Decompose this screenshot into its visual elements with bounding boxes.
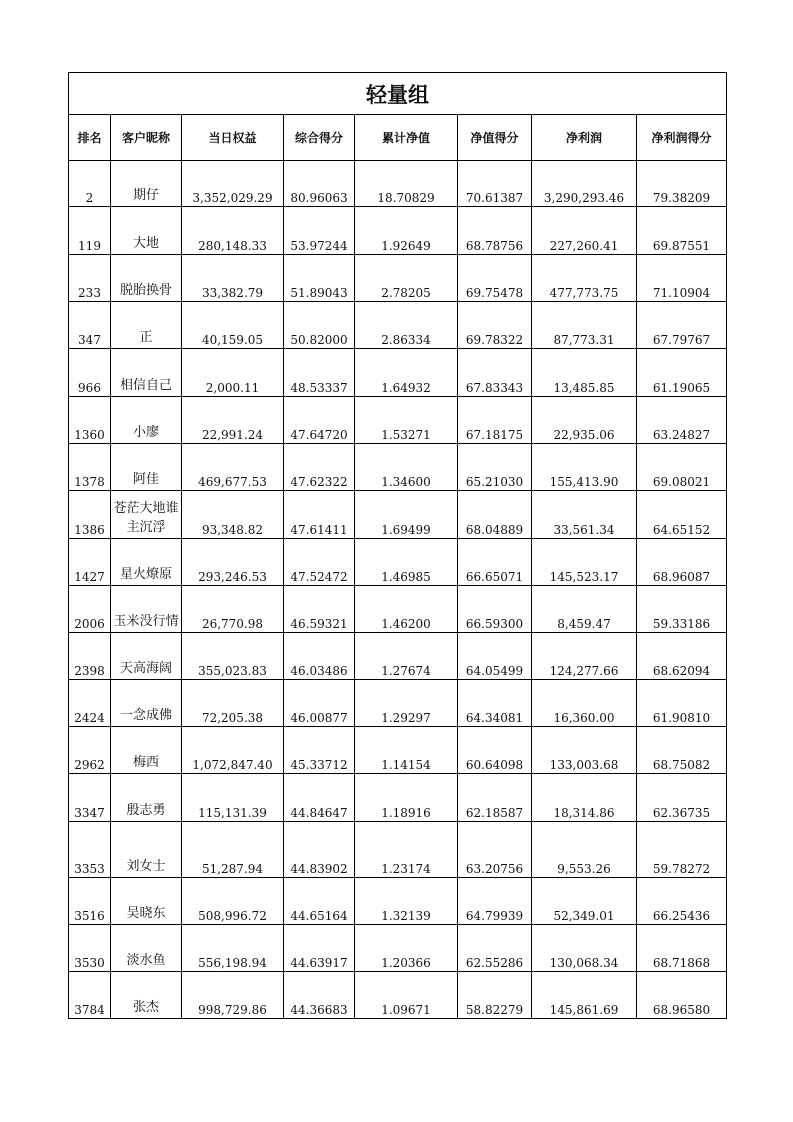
net-profit-score-cell: 61.90810: [637, 680, 727, 727]
nav-score-cell: 67.83343: [458, 349, 532, 397]
nav-cell: 1.09671: [355, 972, 458, 1019]
nav-cell: 1.53271: [355, 397, 458, 444]
nav-cell: 1.27674: [355, 633, 458, 680]
equity-cell: 998,729.86: [182, 972, 284, 1019]
nickname-cell: 梅西: [111, 727, 182, 774]
nav-header: 累计净值: [355, 115, 458, 161]
table-row: [69, 925, 727, 972]
equity-cell: 508,996.72: [182, 878, 284, 925]
equity-cell: 26,770.98: [182, 586, 284, 633]
nickname-cell: 大地: [111, 207, 182, 255]
table-row: [69, 255, 727, 302]
nav-score-cell: 69.75478: [458, 255, 532, 302]
net-profit-score-cell: 69.08021: [637, 444, 727, 491]
rank-cell: 1427: [69, 539, 111, 586]
table-row: [69, 633, 727, 680]
rank-cell: 2398: [69, 633, 111, 680]
total-score-cell: 44.84647: [284, 774, 355, 822]
equity-cell: 51,287.94: [182, 822, 284, 878]
net-profit-cell: 52,349.01: [532, 878, 637, 925]
equity-cell: 22,991.24: [182, 397, 284, 444]
total-score-cell: 47.62322: [284, 444, 355, 491]
total-score-cell: 46.03486: [284, 633, 355, 680]
nav-cell: 2.86334: [355, 302, 458, 349]
table-row: [69, 207, 727, 255]
net-profit-score-cell: 69.87551: [637, 207, 727, 255]
equity-cell: 293,246.53: [182, 539, 284, 586]
nav-cell: 1.46985: [355, 539, 458, 586]
net-profit-cell: 8,459.47: [532, 586, 637, 633]
nav-score-cell: 67.18175: [458, 397, 532, 444]
nav-cell: 2.78205: [355, 255, 458, 302]
table-row: [69, 444, 727, 491]
rank-header: 排名: [69, 115, 111, 161]
net-profit-cell: 87,773.31: [532, 302, 637, 349]
nickname-cell: 脱胎换骨: [111, 255, 182, 302]
rank-cell: 1386: [69, 491, 111, 539]
nav-cell: 1.29297: [355, 680, 458, 727]
nickname-cell: 殷志勇: [111, 774, 182, 822]
table-row: [69, 972, 727, 1019]
total-score-cell: 51.89043: [284, 255, 355, 302]
equity-cell: 280,148.33: [182, 207, 284, 255]
nav-score-cell: 70.61387: [458, 161, 532, 207]
rank-cell: 3516: [69, 878, 111, 925]
total-score-cell: 50.82000: [284, 302, 355, 349]
nav-cell: 1.14154: [355, 727, 458, 774]
nav-score-cell: 58.82279: [458, 972, 532, 1019]
net-profit-score-cell: 68.96580: [637, 972, 727, 1019]
rank-cell: 347: [69, 302, 111, 349]
nav-cell: 1.20366: [355, 925, 458, 972]
table-body: [69, 161, 727, 1019]
rank-cell: 1378: [69, 444, 111, 491]
net-profit-cell: 18,314.86: [532, 774, 637, 822]
nav-score-cell: 65.21030: [458, 444, 532, 491]
net-profit-score-cell: 64.65152: [637, 491, 727, 539]
table-row: [69, 822, 727, 878]
table-row: [69, 774, 727, 822]
total-score-cell: 44.83902: [284, 822, 355, 878]
nav-score-header: 净值得分: [458, 115, 532, 161]
nickname-cell: 苍茫大地谁主沉浮: [111, 491, 182, 539]
net-profit-cell: 22,935.06: [532, 397, 637, 444]
rank-cell: 2006: [69, 586, 111, 633]
nav-score-cell: 62.55286: [458, 925, 532, 972]
rank-cell: 3353: [69, 822, 111, 878]
total-score-cell: 47.52472: [284, 539, 355, 586]
table-row: [69, 349, 727, 397]
nav-cell: 1.18916: [355, 774, 458, 822]
total-score-cell: 44.63917: [284, 925, 355, 972]
total-score-header: 综合得分: [284, 115, 355, 161]
equity-cell: 355,023.83: [182, 633, 284, 680]
net-profit-score-cell: 63.24827: [637, 397, 727, 444]
rank-cell: 119: [69, 207, 111, 255]
net-profit-cell: 33,561.34: [532, 491, 637, 539]
total-score-cell: 44.65164: [284, 878, 355, 925]
equity-cell: 1,072,847.40: [182, 727, 284, 774]
rank-cell: 3784: [69, 972, 111, 1019]
rank-cell: 2424: [69, 680, 111, 727]
net-profit-cell: 477,773.75: [532, 255, 637, 302]
nickname-cell: 期仔: [111, 161, 182, 207]
nickname-header: 客户昵称: [111, 115, 182, 161]
equity-header: 当日权益: [182, 115, 284, 161]
nav-cell: 1.23174: [355, 822, 458, 878]
nickname-cell: 玉米没行情: [111, 586, 182, 633]
nav-score-cell: 62.18587: [458, 774, 532, 822]
nav-score-cell: 68.04889: [458, 491, 532, 539]
table-row: [69, 397, 727, 444]
net-profit-score-cell: 68.96087: [637, 539, 727, 586]
nav-cell: 1.64932: [355, 349, 458, 397]
net-profit-cell: 145,861.69: [532, 972, 637, 1019]
equity-cell: 556,198.94: [182, 925, 284, 972]
nav-score-cell: 66.59300: [458, 586, 532, 633]
nav-score-cell: 66.65071: [458, 539, 532, 586]
nickname-cell: 淡水鱼: [111, 925, 182, 972]
nickname-cell: 吴晓东: [111, 878, 182, 925]
net-profit-score-cell: 59.78272: [637, 822, 727, 878]
nickname-cell: 相信自己: [111, 349, 182, 397]
net-profit-score-cell: 68.62094: [637, 633, 727, 680]
equity-cell: 72,205.38: [182, 680, 284, 727]
net-profit-score-header: 净利润得分: [637, 115, 727, 161]
net-profit-score-cell: 62.36735: [637, 774, 727, 822]
nickname-cell: 正: [111, 302, 182, 349]
net-profit-score-cell: 68.71868: [637, 925, 727, 972]
nickname-cell: 张杰: [111, 972, 182, 1019]
equity-cell: 2,000.11: [182, 349, 284, 397]
net-profit-cell: 133,003.68: [532, 727, 637, 774]
net-profit-score-cell: 59.33186: [637, 586, 727, 633]
net-profit-score-cell: 68.75082: [637, 727, 727, 774]
table-row: [69, 727, 727, 774]
nav-score-cell: 69.78322: [458, 302, 532, 349]
total-score-cell: 48.53337: [284, 349, 355, 397]
net-profit-cell: 227,260.41: [532, 207, 637, 255]
total-score-cell: 46.59321: [284, 586, 355, 633]
total-score-cell: 47.61411: [284, 491, 355, 539]
net-profit-cell: 145,523.17: [532, 539, 637, 586]
table-row: [69, 586, 727, 633]
nav-score-cell: 60.64098: [458, 727, 532, 774]
net-profit-cell: 13,485.85: [532, 349, 637, 397]
net-profit-cell: 130,068.34: [532, 925, 637, 972]
rank-cell: 966: [69, 349, 111, 397]
net-profit-header: 净利润: [532, 115, 637, 161]
nickname-cell: 阿佳: [111, 444, 182, 491]
nickname-cell: 小廖: [111, 397, 182, 444]
total-score-cell: 80.96063: [284, 161, 355, 207]
total-score-cell: 44.36683: [284, 972, 355, 1019]
total-score-cell: 53.97244: [284, 207, 355, 255]
total-score-cell: 46.00877: [284, 680, 355, 727]
equity-cell: 115,131.39: [182, 774, 284, 822]
table-row: [69, 491, 727, 539]
net-profit-score-cell: 71.10904: [637, 255, 727, 302]
rank-cell: 3530: [69, 925, 111, 972]
nav-score-cell: 64.79939: [458, 878, 532, 925]
nav-cell: 18.70829: [355, 161, 458, 207]
net-profit-cell: 124,277.66: [532, 633, 637, 680]
nickname-cell: 刘女士: [111, 822, 182, 878]
header-row: [69, 115, 727, 161]
nav-cell: 1.69499: [355, 491, 458, 539]
equity-cell: 33,382.79: [182, 255, 284, 302]
table-row: [69, 878, 727, 925]
net-profit-score-cell: 67.79767: [637, 302, 727, 349]
table-row: [69, 161, 727, 207]
nickname-cell: 天高海阔: [111, 633, 182, 680]
equity-cell: 3,352,029.29: [182, 161, 284, 207]
net-profit-cell: 16,360.00: [532, 680, 637, 727]
total-score-cell: 45.33712: [284, 727, 355, 774]
nav-score-cell: 64.05499: [458, 633, 532, 680]
nickname-cell: 星火燎原: [111, 539, 182, 586]
rank-cell: 2: [69, 161, 111, 207]
rank-cell: 3347: [69, 774, 111, 822]
net-profit-cell: 155,413.90: [532, 444, 637, 491]
net-profit-score-cell: 79.38209: [637, 161, 727, 207]
total-score-cell: 47.64720: [284, 397, 355, 444]
nickname-cell: 一念成佛: [111, 680, 182, 727]
rank-cell: 2962: [69, 727, 111, 774]
nav-cell: 1.46200: [355, 586, 458, 633]
nav-cell: 1.92649: [355, 207, 458, 255]
equity-cell: 40,159.05: [182, 302, 284, 349]
rank-cell: 233: [69, 255, 111, 302]
ranking-table: [68, 72, 727, 1019]
net-profit-score-cell: 61.19065: [637, 349, 727, 397]
equity-cell: 469,677.53: [182, 444, 284, 491]
nav-score-cell: 63.20756: [458, 822, 532, 878]
rank-cell: 1360: [69, 397, 111, 444]
net-profit-cell: 3,290,293.46: [532, 161, 637, 207]
net-profit-score-cell: 66.25436: [637, 878, 727, 925]
equity-cell: 93,348.82: [182, 491, 284, 539]
nav-cell: 1.34600: [355, 444, 458, 491]
table-title: 轻量组: [69, 73, 727, 115]
nav-cell: 1.32139: [355, 878, 458, 925]
nav-score-cell: 64.34081: [458, 680, 532, 727]
table-row: [69, 539, 727, 586]
table-row: [69, 680, 727, 727]
nav-score-cell: 68.78756: [458, 207, 532, 255]
table-row: [69, 302, 727, 349]
net-profit-cell: 9,553.26: [532, 822, 637, 878]
